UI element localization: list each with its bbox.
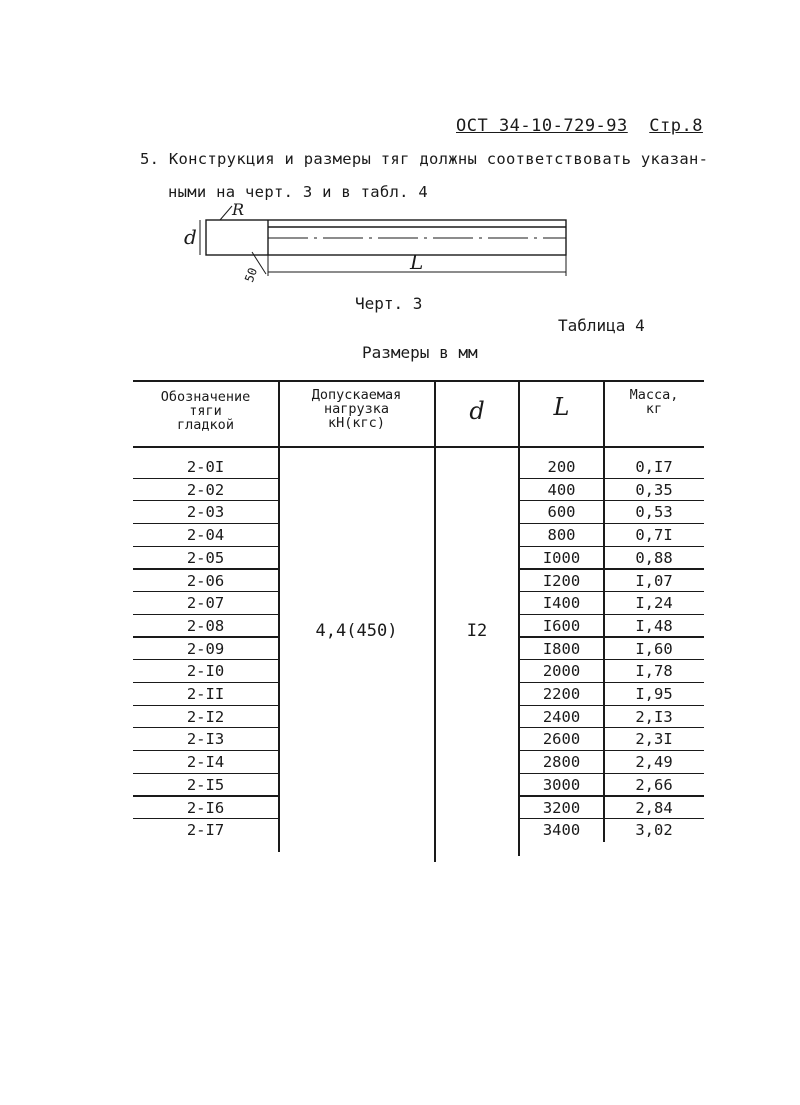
header-mass: Масса, кг [629, 387, 679, 417]
mass-cell: I,78 [635, 662, 673, 681]
length-cell: 2000 [542, 662, 581, 681]
mass-cell: 0,7I [635, 526, 673, 545]
designation-cell: 2-I7 [186, 821, 225, 840]
figure-caption: Черт. 3 [355, 294, 423, 313]
designation-cell: 2-07 [186, 594, 225, 613]
document-reference: ОСТ 34-10-729-93 [456, 116, 628, 136]
page-header [456, 116, 703, 136]
paragraph-line-2: ными на черт. 3 и в табл. 4 [168, 183, 429, 201]
length-cell: 800 [547, 526, 576, 545]
length-cell: 2200 [542, 685, 581, 703]
designation-cell: 2-04 [186, 526, 225, 545]
mass-cell: 2,3I [635, 730, 673, 749]
length-cell: 2800 [542, 753, 581, 772]
mass-cell: 0,I7 [635, 458, 673, 476]
rod-drawing [180, 200, 580, 290]
mass-cell: 2,84 [635, 798, 673, 817]
header-load: Допускаемая нагрузка кН(кгс) [311, 387, 402, 431]
designation-cell: 2-I5 [186, 775, 225, 794]
length-cell: I400 [542, 594, 581, 613]
designation-cell: 2-09 [186, 639, 225, 658]
d-label: d [184, 225, 197, 249]
designation-cell: 2-I2 [186, 707, 225, 726]
length-cell: 200 [547, 458, 576, 476]
table-number: Таблица 4 [558, 316, 645, 335]
length-cell: I200 [542, 571, 581, 590]
designation-cell: 2-I6 [186, 798, 225, 817]
designation-cell: 2-II [186, 685, 225, 703]
designation-cell: 2-05 [186, 548, 225, 567]
mass-cell: 0,88 [635, 548, 673, 567]
load-value: 4,4(450) [315, 621, 398, 641]
table-header-rule [133, 446, 704, 448]
length-cell: 600 [547, 503, 576, 522]
designation-cell: 2-03 [186, 503, 225, 522]
radius-leader [220, 206, 232, 220]
length-cell: I800 [542, 639, 581, 658]
designation-cell: 2-I0 [186, 662, 225, 681]
designation-cell: 2-I4 [186, 753, 225, 772]
designation-cell: 2-I3 [186, 730, 225, 749]
length-cell: 3000 [542, 775, 581, 794]
table-title: Размеры в мм [362, 343, 478, 362]
designation-cell: 2-08 [186, 616, 225, 635]
paragraph-line-1: 5. Конструкция и размеры тяг должны соответствовать указан- [140, 150, 709, 168]
L-label: L [410, 250, 424, 274]
designation-cell: 2-02 [186, 480, 225, 499]
header-L: L [553, 393, 570, 421]
mass-cell: I,60 [635, 639, 673, 658]
table-top-rule [133, 380, 704, 382]
mass-cell: 2,49 [635, 753, 673, 772]
designation-cell: 2-0I [186, 458, 225, 476]
mass-cell: I,95 [635, 685, 673, 703]
radius-label: R [232, 200, 245, 219]
mass-cell: 2,66 [635, 775, 673, 794]
designation-cell: 2-06 [186, 571, 225, 590]
length-cell: I000 [542, 548, 581, 567]
header-d: d [469, 397, 485, 425]
header-designation: Обозначение тяги гладкой [160, 389, 251, 433]
page-number: Стр.8 [649, 116, 703, 136]
length-cell: 2600 [542, 730, 581, 749]
length-cell: 3400 [542, 821, 581, 840]
mass-cell: 0,35 [635, 480, 673, 499]
mass-cell: 0,53 [635, 503, 673, 522]
mass-cell: 3,02 [635, 821, 673, 840]
length-cell: 400 [547, 480, 576, 499]
mass-cell: I,48 [635, 616, 673, 635]
chamfer-label: 50 [242, 265, 261, 285]
table-col-rule-1 [278, 380, 280, 852]
mass-cell: 2,I3 [635, 707, 673, 726]
d-value: I2 [466, 621, 488, 641]
length-cell: I600 [542, 616, 581, 635]
mass-cell: I,24 [635, 594, 673, 613]
length-cell: 2400 [542, 707, 581, 726]
mass-cell: I,07 [635, 571, 673, 590]
length-cell: 3200 [542, 798, 581, 817]
